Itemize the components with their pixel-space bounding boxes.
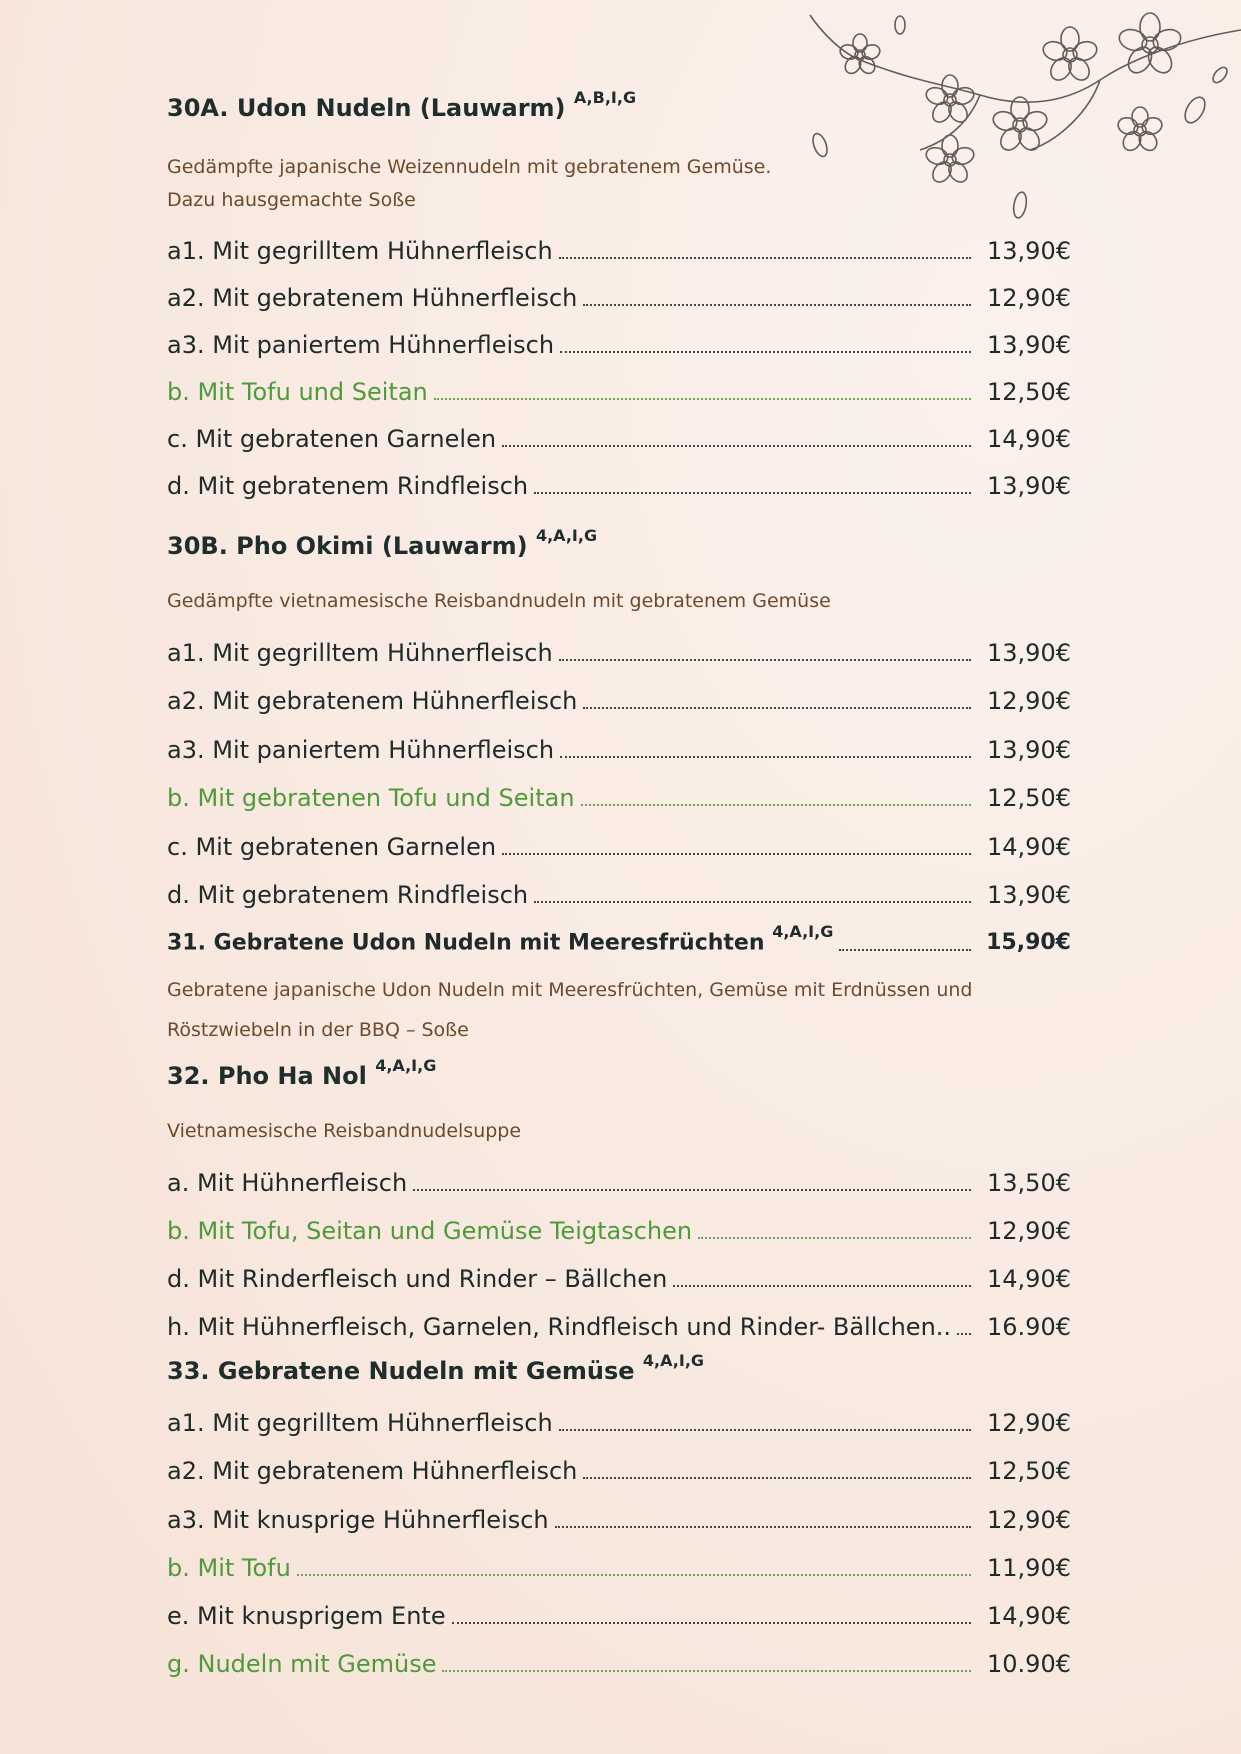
item-name: d. Mit Rinderfleisch und Rinder – Bällchen [167,1265,668,1293]
item-price: 12,50€ [987,784,1071,812]
item-name: d. Mit gebratenem Rindfleisch [167,881,529,909]
item-name: b. Mit Tofu [167,1554,291,1582]
item-name: a2. Mit gebratenem Hühnerfleisch [167,687,578,715]
item-price: 13,50€ [987,1169,1071,1197]
menu-item [167,1304,1071,1342]
dot-leader [442,1670,971,1672]
section-description: Vietnamesische Reisbandnudelsuppe [167,1120,522,1142]
item-name: a1. Mit gegrilltem Hühnerfleisch [167,639,553,667]
section-title-text: 30A. Udon Nudeln (Lauwarm) [167,94,566,122]
item-name: g. Nudeln mit Gemüse [167,1650,437,1678]
item-price: 16.90€ [987,1313,1071,1341]
menu-item-31 [167,920,1071,958]
item-name: a1. Mit gegrilltem Hühnerfleisch [167,1409,553,1437]
menu-item-vegetarian [167,1208,1071,1246]
allergen-codes: A,B,I,G [573,88,637,107]
item-price: 14,90€ [987,1602,1071,1630]
menu-item [167,1256,1071,1294]
menu-item [167,1448,1071,1486]
item-name: e. Mit knusprigem Ente [167,1602,446,1630]
section-title-text: 33. Gebratene Nudeln mit Gemüse [167,1357,635,1385]
cherry-blossom-illustration [800,0,1241,230]
dot-leader [839,949,971,951]
item-price: 12,90€ [987,284,1071,312]
menu-item [167,1400,1071,1438]
item-name: a1. Mit gegrilltem Hühnerfleisch [167,237,553,265]
item-name: c. Mit gebratenen Garnelen [167,833,497,861]
dot-leader [555,1526,971,1528]
item-name: a2. Mit gebratenem Hühnerfleisch [167,1457,578,1485]
item-name: b. Mit gebratenen Tofu und Seitan [167,784,575,812]
item-price: 13,90€ [987,237,1071,265]
item-price: 13,90€ [987,736,1071,764]
section-description: Dazu hausgemachte Soße [167,189,416,211]
menu-item-vegetarian [167,369,1071,407]
section-title-text: 32. Pho Ha Nol [167,1062,367,1090]
item-name: h. Mit Hühnerfleisch, Garnelen, Rindfleisch und Rinder- Bällchen.. [167,1313,952,1341]
menu-item [167,463,1071,501]
dot-leader [581,804,971,806]
section-title-32 [167,1056,437,1090]
menu-item [167,1593,1071,1631]
item-price: 14,90€ [987,1265,1071,1293]
dot-leader [957,1333,971,1335]
menu-item [167,630,1071,668]
dot-leader [502,853,971,855]
item-price: 12,90€ [987,1409,1071,1437]
dot-leader [560,756,971,758]
menu-item [167,228,1071,266]
item-name: b. Mit Tofu und Seitan [167,378,428,406]
section-description: Röstzwiebeln in der BBQ – Soße [167,1019,469,1041]
item-price: 11,90€ [987,1554,1071,1582]
dot-leader [413,1189,971,1191]
dot-leader [559,257,971,259]
menu-item-vegetarian [167,1641,1071,1679]
item-price: 12,50€ [987,1457,1071,1485]
section-title-text: 30B. Pho Okimi (Lauwarm) [167,532,528,560]
item-name: a. Mit Hühnerfleisch [167,1169,408,1197]
item-price: 12,50€ [987,378,1071,406]
section-description: Gedämpfte japanische Weizennudeln mit gebratenem Gemüse. [167,156,772,178]
dot-leader [560,351,971,353]
dot-leader [434,398,971,400]
item-price: 12,90€ [987,687,1071,715]
allergen-codes: 4,A,I,G [375,1056,437,1075]
dot-leader [583,304,971,306]
section-title-30b [167,526,598,560]
allergen-codes: 4,A,I,G [535,526,598,545]
dot-leader [583,1477,971,1479]
dot-leader [534,492,971,494]
menu-item-vegetarian [167,775,1071,813]
section-title-33 [167,1351,705,1385]
item-price: 14,90€ [987,833,1071,861]
item-name: c. Mit gebratenen Garnelen [167,425,497,453]
section-description: Gebratene japanische Udon Nudeln mit Meeresfrüchten, Gemüse mit Erdnüssen und [167,979,973,1001]
item-name: a3. Mit paniertem Hühnerfleisch [167,736,555,764]
dot-leader [559,659,971,661]
dot-leader [559,1429,971,1431]
menu-item [167,727,1071,765]
item-price: 15,90€ [986,930,1071,955]
item-name: b. Mit Tofu, Seitan und Gemüse Teigtaschen [167,1217,693,1245]
menu-item [167,872,1071,910]
item-price: 12,90€ [987,1506,1071,1534]
dot-leader [583,707,971,709]
dot-leader [297,1574,971,1576]
item-title: 31. Gebratene Udon Nudeln mit Meeresfrüchten [167,930,765,955]
dot-leader [452,1622,971,1624]
menu-item [167,824,1071,862]
menu-item [167,322,1071,360]
dot-leader [698,1237,971,1239]
allergen-codes: 4,A,I,G [772,921,834,941]
dot-leader [673,1285,971,1287]
menu-item [167,275,1071,313]
section-description: Gedämpfte vietnamesische Reisbandnudeln mit gebratenem Gemüse [167,590,831,612]
menu-item [167,416,1071,454]
allergen-codes: 4,A,I,G [642,1351,705,1370]
menu-item-vegetarian [167,1545,1071,1583]
dot-leader [534,901,971,903]
item-price: 10.90€ [987,1650,1071,1678]
item-name [167,921,833,958]
item-price: 13,90€ [987,331,1071,359]
item-price: 12,90€ [987,1217,1071,1245]
item-price: 13,90€ [987,639,1071,667]
item-price: 13,90€ [987,472,1071,500]
item-name: a2. Mit gebratenem Hühnerfleisch [167,284,578,312]
menu-item [167,1160,1071,1198]
menu-item [167,678,1071,716]
item-name: a3. Mit paniertem Hühnerfleisch [167,331,555,359]
item-name: a3. Mit knusprige Hühnerfleisch [167,1506,549,1534]
section-title-30a [167,88,637,122]
item-price: 13,90€ [987,881,1071,909]
menu-item [167,1497,1071,1535]
item-name: d. Mit gebratenem Rindfleisch [167,472,529,500]
dot-leader [502,445,971,447]
item-price: 14,90€ [987,425,1071,453]
